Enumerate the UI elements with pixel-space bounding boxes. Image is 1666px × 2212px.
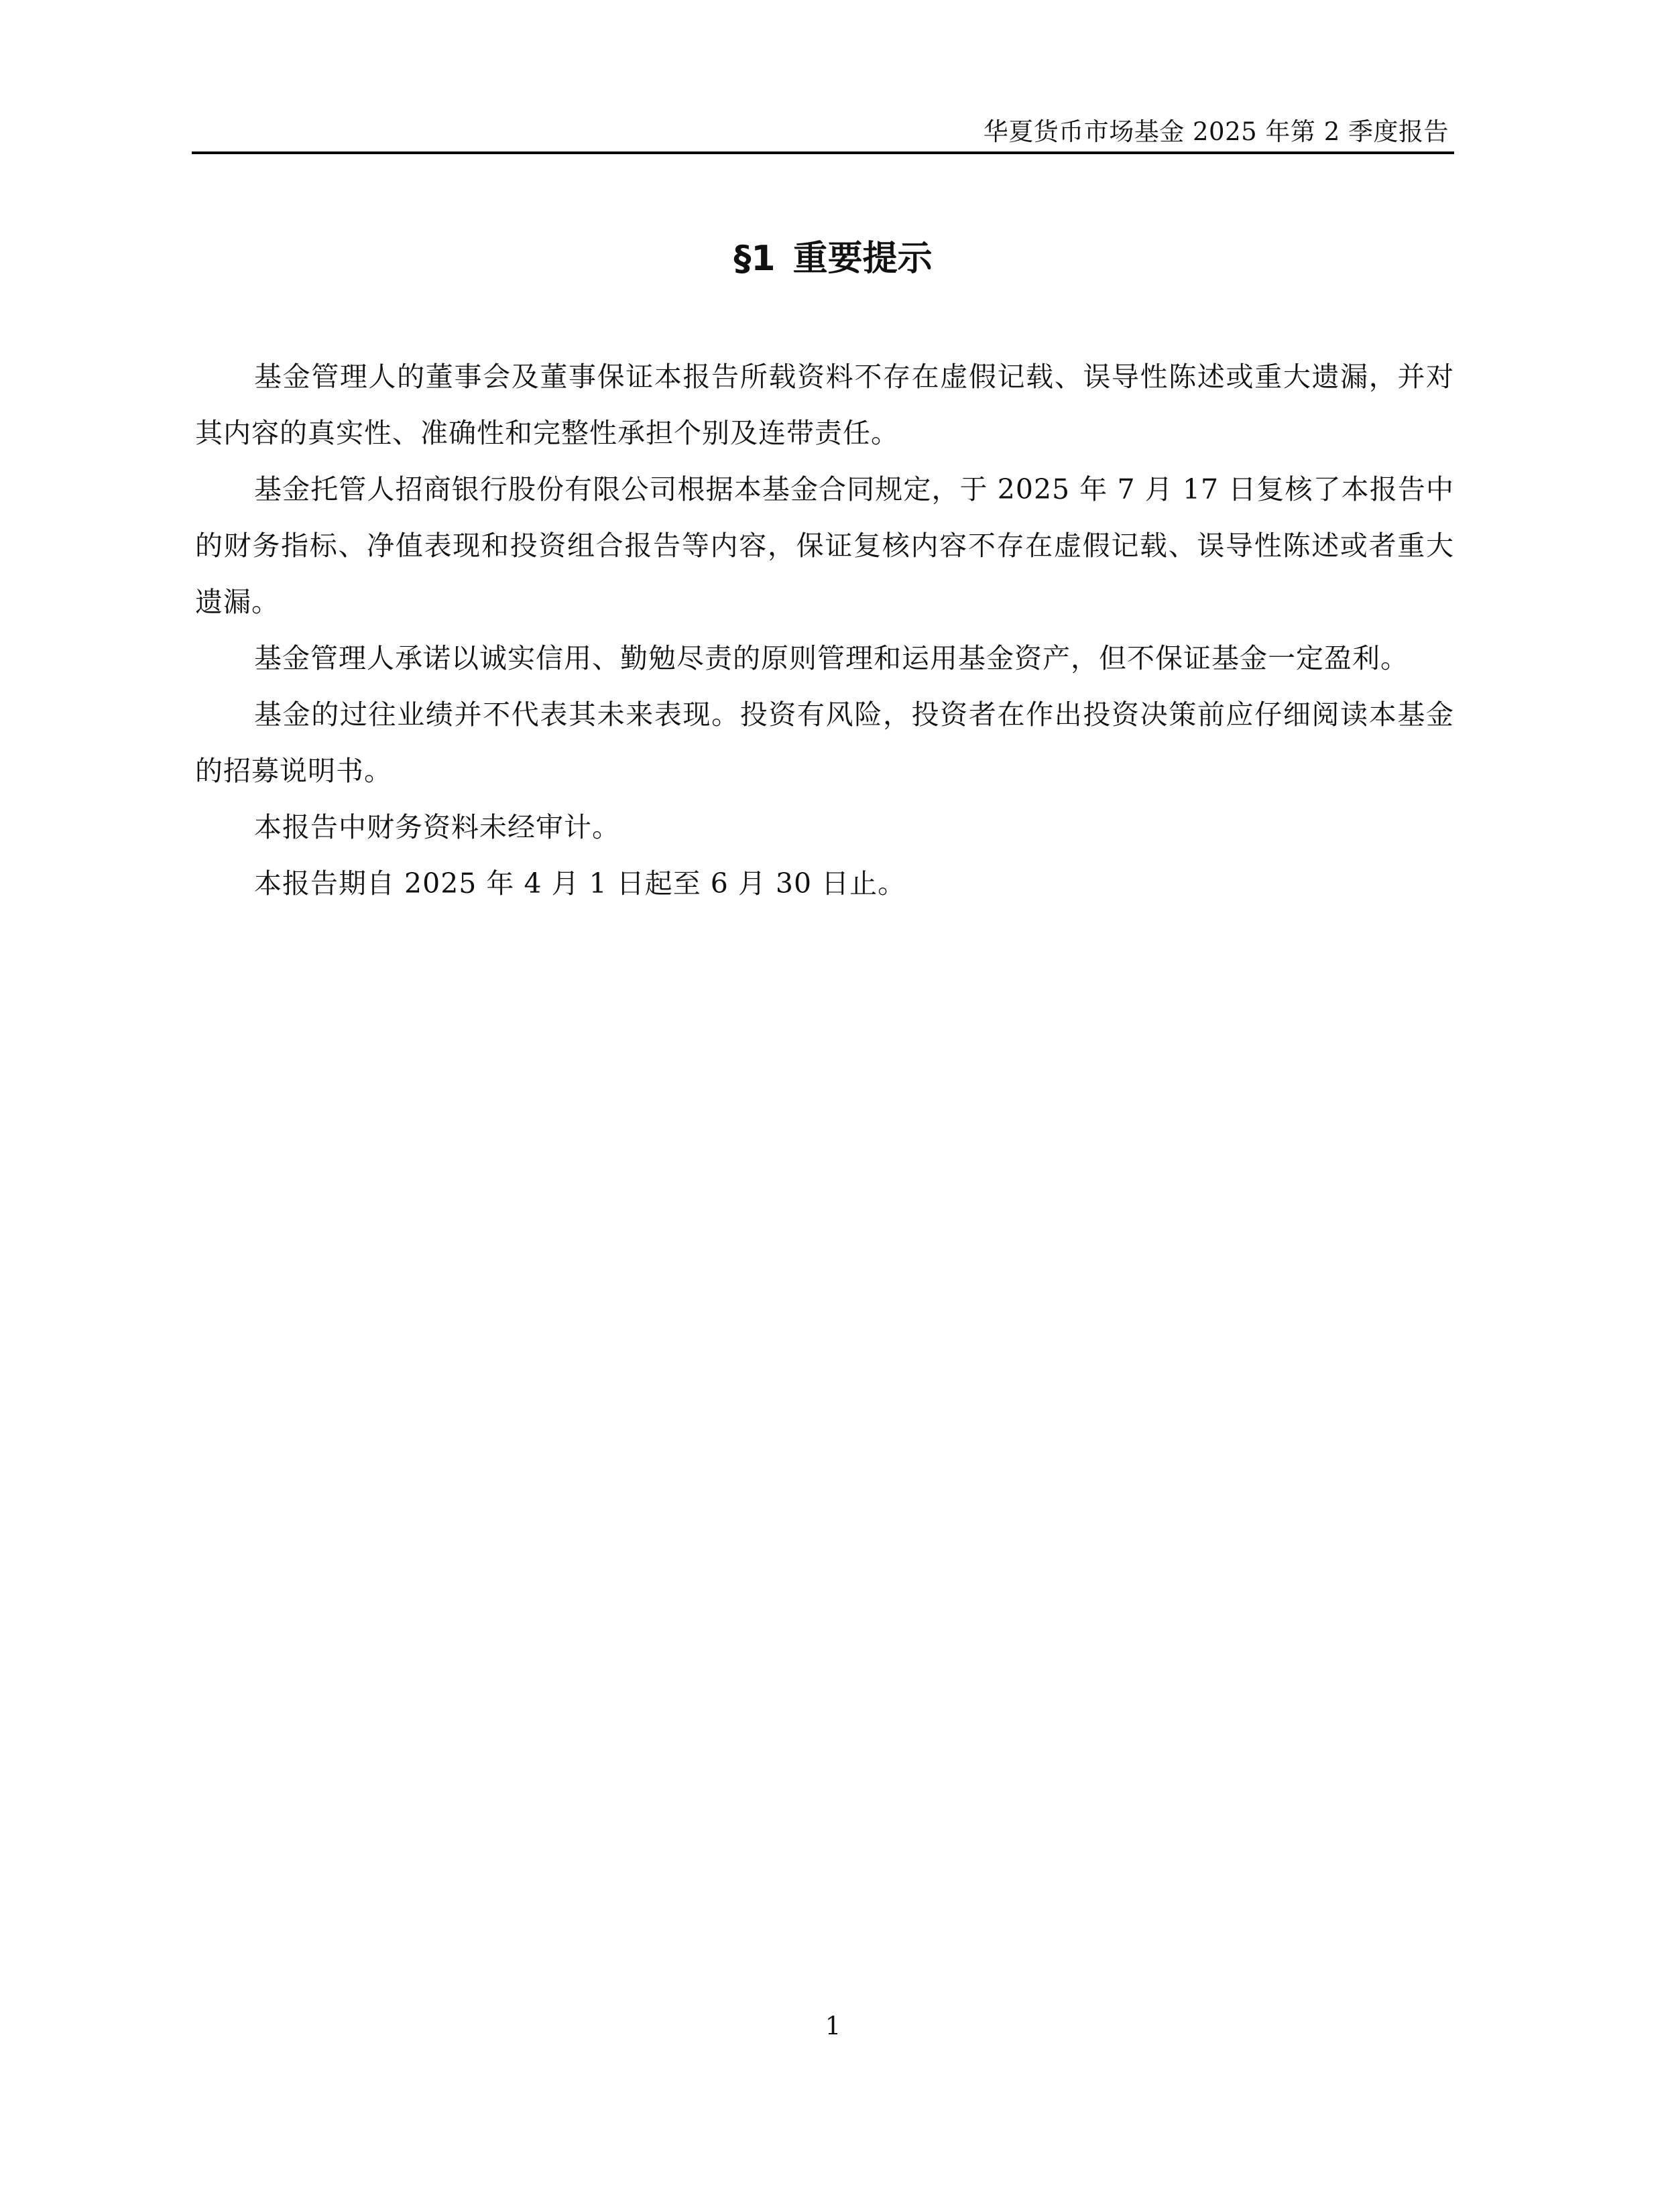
paragraph-risk-warning: 基金的过往业绩并不代表其未来表现。投资有风险，投资者在作出投资决策前应仔细阅读本基金的招募说明书。 xyxy=(195,698,1454,787)
section-number: §1 xyxy=(733,239,776,279)
paragraph-custodian-review: 基金托管人招商银行股份有限公司根据本基金合同规定，于 2025 年 7 月 17 日复核了本报告中的财务指标、净值表现和投资组合报告等内容，保证复核内容不存在虚假记载、误导性陈述或者重大遗漏。 xyxy=(195,473,1454,618)
paragraph-responsibility: 基金管理人的董事会及董事保证本报告所载资料不存在虚假记载、误导性陈述或重大遗漏，并对其内容的真实性、准确性和完整性承担个别及连带责任。 xyxy=(195,361,1454,449)
report-header-title: 华夏货币市场基金 2025 年第 2 季度报告 xyxy=(983,117,1449,146)
page-header xyxy=(192,113,1454,154)
section-body xyxy=(195,349,1454,912)
page-number: 1 xyxy=(825,2012,841,2040)
paragraph-unaudited: 本报告中财务资料未经审计。 xyxy=(254,811,620,843)
paragraph-reporting-period: 本报告期自 2025 年 4 月 1 日起至 6 月 30 日止。 xyxy=(254,867,906,900)
section-title: 重要提示 xyxy=(792,239,933,279)
section-heading xyxy=(0,236,1666,282)
paragraph-manager-commitment: 基金管理人承诺以诚实信用、勤勉尽责的原则管理和运用基金资产，但不保证基金一定盈利。 xyxy=(254,642,1409,674)
